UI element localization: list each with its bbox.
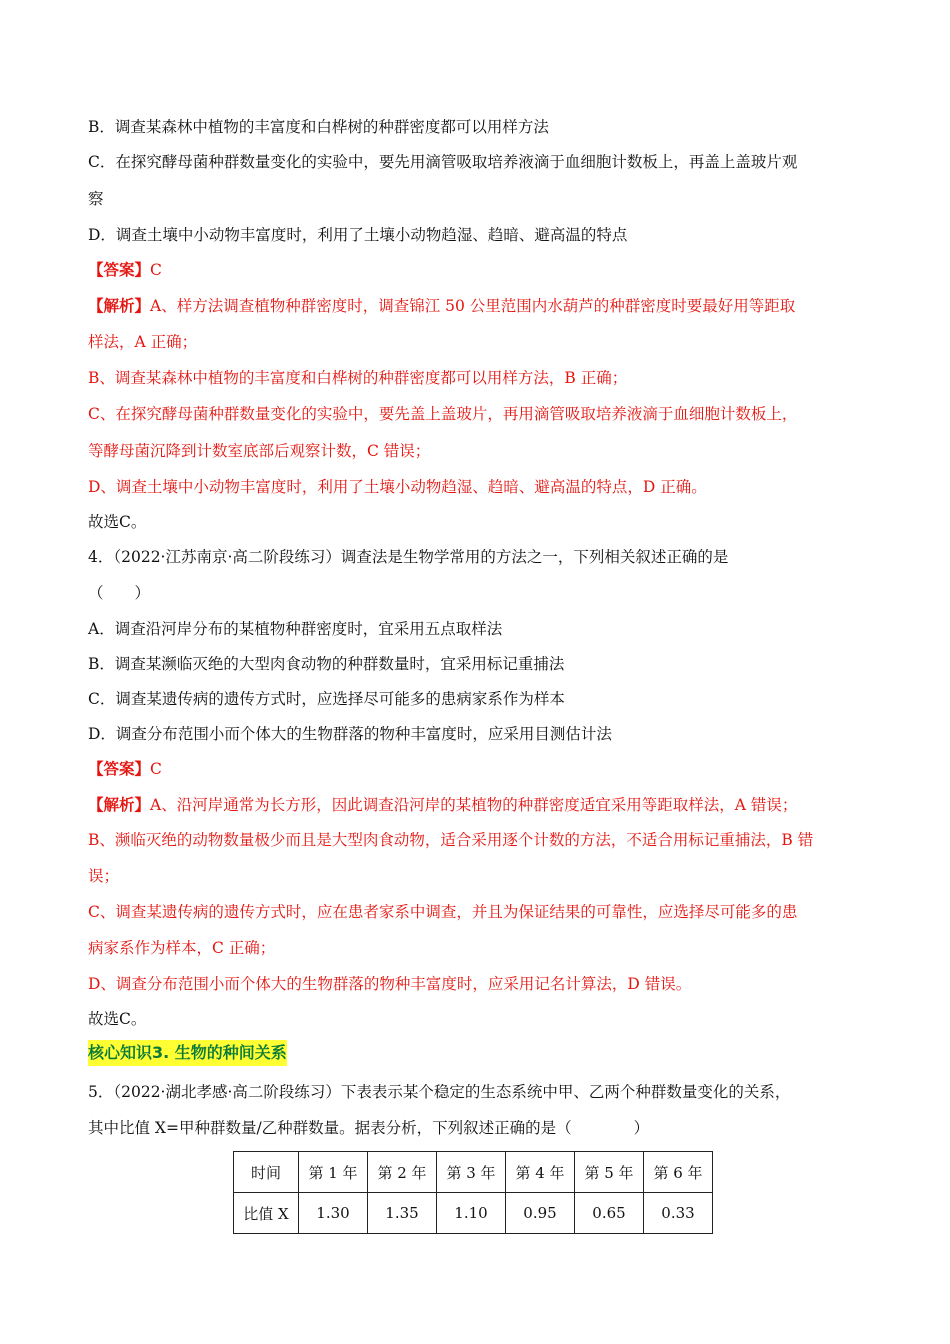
q3-option-b: B．调查某森林中植物的丰富度和白桦树的种群密度都可以用样方法 [88,118,549,136]
q3-analysis-line4: C、在探究酵母菌种群数量变化的实验中，要先盖上盖玻片，再用滴管吸取培养液滴于血细胞计数板上， [88,405,798,423]
q4-analysis-line4: C、调查某遗传病的遗传方式时，应在患者家系中调查，并且为保证结果的可靠性，应选择尽可能多的患 [88,903,798,921]
q3-conclusion: 故选C。 [88,513,147,531]
q3-option-c-line2: 察 [88,190,104,208]
table-cell: 0.33 [644,1193,713,1234]
ratio-table [233,1151,713,1234]
q4-stem: 4．（2022·江苏南京·高二阶段练习）调查法是生物学常用的方法之一，下列相关叙述正确的是 [88,548,729,566]
q4-analysis-line5: 病家系作为样本，C 正确； [88,939,276,957]
table-cell: 第 4 年 [506,1152,575,1193]
q4-answer [88,758,162,780]
table-cell: 第 1 年 [299,1152,368,1193]
analysis-text: A、样方法调查植物种群密度时，调查锦江 50 公里范围内水葫芦的种群密度时要最好用等距取 [150,297,796,315]
q4-option-d: D．调查分布范围小而个体大的生物群落的物种丰富度时，应采用目测估计法 [88,725,612,743]
q4-analysis-line3: 误； [88,867,120,885]
table-cell: 时间 [234,1152,299,1193]
analysis-tag: 【解析】 [88,296,151,315]
table-cell: 第 6 年 [644,1152,713,1193]
table-header-row [234,1152,713,1193]
table-cell: 1.35 [368,1193,437,1234]
q3-analysis-line3: B、调查某森林中植物的丰富度和白桦树的种群密度都可以用样方法，B 正确； [88,369,628,387]
answer-value: C [150,261,162,279]
q5-stem-line2: 其中比值 X=甲种群数量/乙种群数量。据表分析，下列叙述正确的是（ ） [88,1119,650,1137]
answer-value: C [150,760,162,778]
table-cell: 1.30 [299,1193,368,1234]
q3-analysis-line1 [88,295,795,317]
q4-analysis-line2: B、濒临灭绝的动物数量极少而且是大型肉食动物，适合采用逐个计数的方法，不适合用标记重捕法，B 错 [88,831,814,849]
table-cell: 1.10 [437,1193,506,1234]
table-row [234,1193,713,1234]
answer-tag: 【答案】 [88,759,151,778]
q4-option-a: A．调查沿河岸分布的某植物种群密度时，宜采用五点取样法 [88,620,503,638]
q4-paren: （ ） [88,584,151,602]
q3-answer [88,259,162,281]
q4-conclusion: 故选C。 [88,1010,147,1028]
table-cell: 第 2 年 [368,1152,437,1193]
analysis-text: A、沿河岸通常为长方形，因此调查沿河岸的某植物的种群密度适宜采用等距取样法，A 错误； [150,796,798,814]
q3-option-d: D．调查土壤中小动物丰富度时，利用了土壤小动物趋湿、趋暗、避高温的特点 [88,226,628,244]
analysis-tag: 【解析】 [88,795,151,814]
q3-analysis-line2: 样法，A 正确； [88,333,198,351]
section-heading: 核心知识3. 生物的种间关系 [88,1040,287,1066]
q4-option-b: B．调查某濒临灭绝的大型肉食动物的种群数量时，宜采用标记重捕法 [88,655,565,673]
table-cell: 第 3 年 [437,1152,506,1193]
table-cell: 0.95 [506,1193,575,1234]
table-cell: 比值 X [234,1193,299,1234]
q5-stem-line1: 5．（2022·湖北孝感·高二阶段练习）下表表示某个稳定的生态系统中甲、乙两个种群数量变化的关系， [88,1083,791,1101]
q4-analysis-line6: D、调查分布范围小而个体大的生物群落的物种丰富度时，应采用记名计算法，D 错误。 [88,975,692,993]
q4-option-c: C．调查某遗传病的遗传方式时，应选择尽可能多的患病家系作为样本 [88,690,565,708]
q3-analysis-line5: 等酵母菌沉降到计数室底部后观察计数，C 错误； [88,442,431,460]
table-cell: 第 5 年 [575,1152,644,1193]
table-cell: 0.65 [575,1193,644,1234]
q3-analysis-line6: D、调查土壤中小动物丰富度时，利用了土壤小动物趋湿、趋暗、避高温的特点，D 正确。 [88,478,707,496]
q3-option-c-line1: C．在探究酵母菌种群数量变化的实验中，要先用滴管吸取培养液滴于血细胞计数板上，再盖上盖玻片观 [88,153,798,171]
answer-tag: 【答案】 [88,260,151,279]
q4-analysis-line1 [88,794,797,816]
